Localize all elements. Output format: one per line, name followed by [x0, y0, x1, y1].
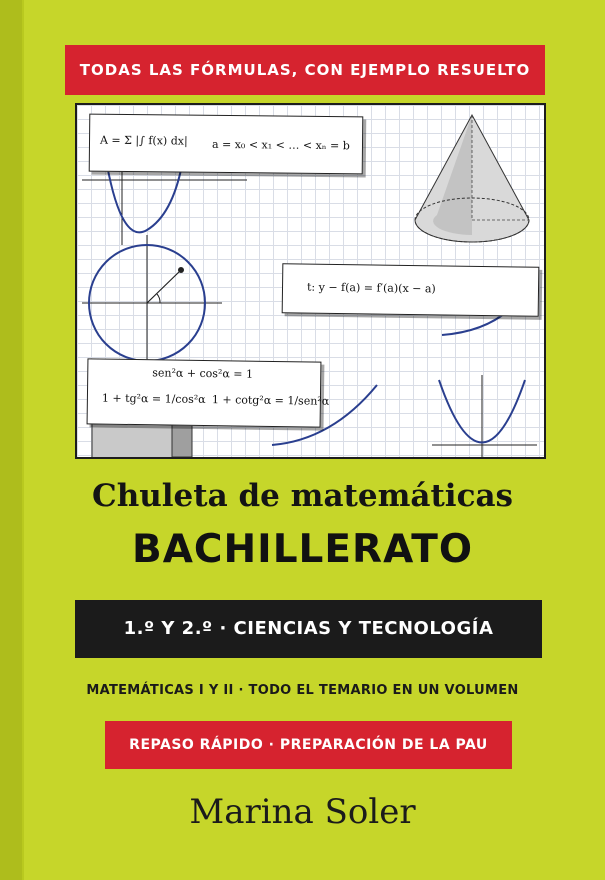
top-banner: TODAS LAS FÓRMULAS, CON EJEMPLO RESUELTO: [65, 45, 545, 95]
contents-line: MATEMÁTICAS I Y II · TODO EL TEMARIO EN UN VOLUMEN: [86, 683, 519, 698]
parabola-drawing: [432, 375, 537, 457]
author-name: Marina Soler: [189, 792, 416, 832]
unit-circle-drawing: [82, 235, 222, 367]
book-spine: [0, 0, 22, 880]
cotangent-identity: 1 + cotg²α = 1/sen²α: [211, 393, 330, 408]
math-illustration: [75, 103, 546, 459]
cone-drawing: [415, 115, 529, 242]
integral-formula-card: [89, 114, 364, 175]
course-band: 1.º Y 2.º · CIENCIAS Y TECNOLOGÍA: [75, 600, 542, 658]
trig-formula-card: [87, 358, 330, 427]
tangent-formula-card: [282, 263, 540, 317]
book-subtitle: BACHILLERATO: [132, 527, 473, 572]
review-banner: REPASO RÁPIDO · PREPARACIÓN DE LA PAU: [105, 721, 512, 769]
tangent-identity: 1 + tg²α = 1/cos²α: [101, 391, 206, 407]
tangent-formula: t: y − f(a) = f′(a)(x − a): [306, 280, 436, 296]
spine-edge: [22, 0, 24, 880]
integral-formula: A = Σ |∫ f(x) dx|: [99, 133, 188, 148]
partition-formula: a = x₀ < x₁ < … < xₙ = b: [211, 137, 350, 153]
book-title: Chuleta de matemáticas: [92, 478, 513, 514]
pythagorean-identity: sen²α + cos²α = 1: [152, 366, 254, 381]
